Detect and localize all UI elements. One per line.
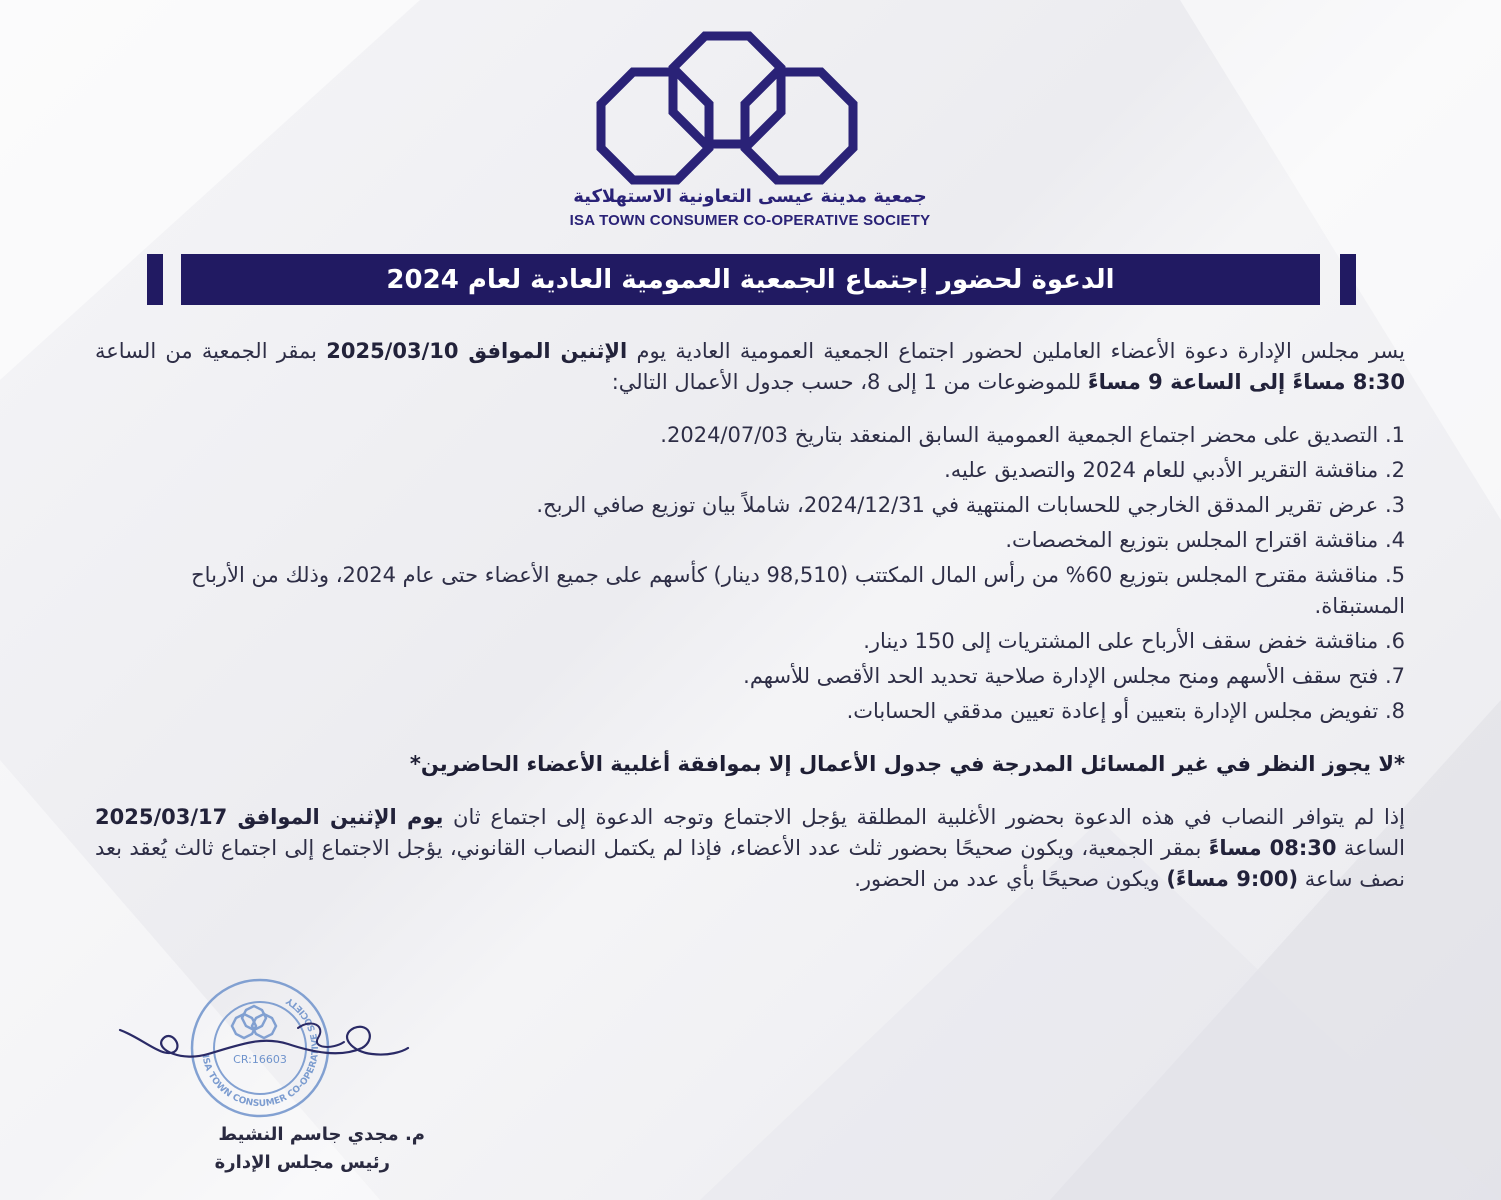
seal-cr-number: CR:16603 bbox=[233, 1053, 287, 1066]
intro-text-3: للموضوعات من 1 إلى 8، حسب جدول الأعمال التالي: bbox=[611, 370, 1088, 394]
agenda-item: 3. عرض تقرير المدقق الخارجي للحسابات المنتهية في 2024/12/31، شاملاً بيان توزيع صافي الربح. bbox=[536, 493, 1405, 517]
quorum-paragraph bbox=[95, 802, 1405, 895]
agenda-item: 5. مناقشة مقترح المجلس بتوزيع 60% من رأس المال المكتتب (98,510 دينار) كأسهم على جميع الأعضاء حتى عام 2024، وذلك من الأرباح المستبقاة. bbox=[191, 563, 1405, 618]
agenda-item: 1. التصديق على محضر اجتماع الجمعية العمومية السابق المنعقد بتاريخ 2024/07/03. bbox=[660, 423, 1405, 447]
second-meeting-time: 08:30 مساءً bbox=[1208, 836, 1337, 860]
second-meeting-date: يوم الإثنين الموافق 2025/03/17 bbox=[95, 805, 444, 829]
org-name-arabic: جمعية مدينة عيسى التعاونية الاستهلاكية bbox=[573, 186, 927, 207]
signatory-position: رئيس مجلس الإدارة bbox=[214, 1152, 390, 1173]
page-title bbox=[181, 254, 1320, 305]
quorum-text-4: ويكون صحيحًا بأي عدد من الحضور. bbox=[854, 867, 1167, 891]
agenda-item: 7. فتح سقف الأسهم ومنح مجلس الإدارة صلاحية تحديد الحد الأقصى للأسهم. bbox=[743, 664, 1405, 688]
title-bar-right-accent bbox=[1340, 254, 1356, 305]
title-bar-left-accent bbox=[147, 254, 163, 305]
agenda-list bbox=[95, 420, 1405, 727]
quorum-text-2: الساعة bbox=[1336, 836, 1405, 860]
intro-text-2: بمقر الجمعية من الساعة bbox=[95, 339, 327, 363]
agenda-item: 6. مناقشة خفض سقف الأرباح على المشتريات إلى 150 دينار. bbox=[863, 629, 1405, 653]
agenda-note: *لا يجوز النظر في غير المسائل المدرجة في جدول الأعمال إلا بموافقة أغلبية الأعضاء الحاضرين* bbox=[409, 752, 1405, 776]
intro-meeting-time: 8:30 مساءً إلى الساعة 9 مساءً bbox=[1087, 370, 1405, 394]
agenda-item: 2. مناقشة التقرير الأدبي للعام 2024 والتصديق عليه. bbox=[944, 458, 1405, 482]
official-seal-with-signature bbox=[112, 978, 412, 1118]
agenda-item: 4. مناقشة اقتراح المجلس بتوزيع المخصصات. bbox=[1005, 528, 1405, 552]
quorum-text-1: إذا لم يتوافر النصاب في هذه الدعوة بحضور الأغلبية المطلقة يؤجل الاجتماع وتوجه الدعوة إلى اجتماع ثان bbox=[443, 805, 1405, 829]
quorum-text-3: بمقر الجمعية، ويكون صحيحًا بحضور ثلث عدد الأعضاء، فإذا لم يكتمل النصاب القانوني، يؤجل الاجتماع إلى اجتماع ثالث يُعقد بعد نصف ساعة bbox=[95, 836, 1405, 891]
intro-paragraph bbox=[95, 336, 1405, 398]
seal-ring-text: ISA TOWN CONSUMER CO-OPERATIVE SOCIETY bbox=[199, 994, 322, 1110]
signatory-name: م. مجدي جاسم النشيط bbox=[218, 1124, 425, 1145]
third-meeting-time: (9:00 مساءً) bbox=[1166, 867, 1299, 891]
agenda-item: 8. تفويض مجلس الإدارة بتعيين أو إعادة تعيين مدققي الحسابات. bbox=[846, 699, 1405, 723]
three-octagons-logo bbox=[583, 30, 913, 190]
page-title-text: الدعوة لحضور إجتماع الجمعية العمومية العادية لعام 2024 bbox=[386, 264, 1115, 295]
org-name-english: ISA TOWN CONSUMER CO-OPERATIVE SOCIETY bbox=[569, 212, 931, 229]
intro-text-1: يسر مجلس الإدارة دعوة الأعضاء العاملين لحضور اجتماع الجمعية العمومية العادية يوم bbox=[627, 339, 1405, 363]
invitation-body bbox=[95, 336, 1405, 895]
intro-meeting-date: الإثنين الموافق 2025/03/10 bbox=[326, 339, 628, 363]
